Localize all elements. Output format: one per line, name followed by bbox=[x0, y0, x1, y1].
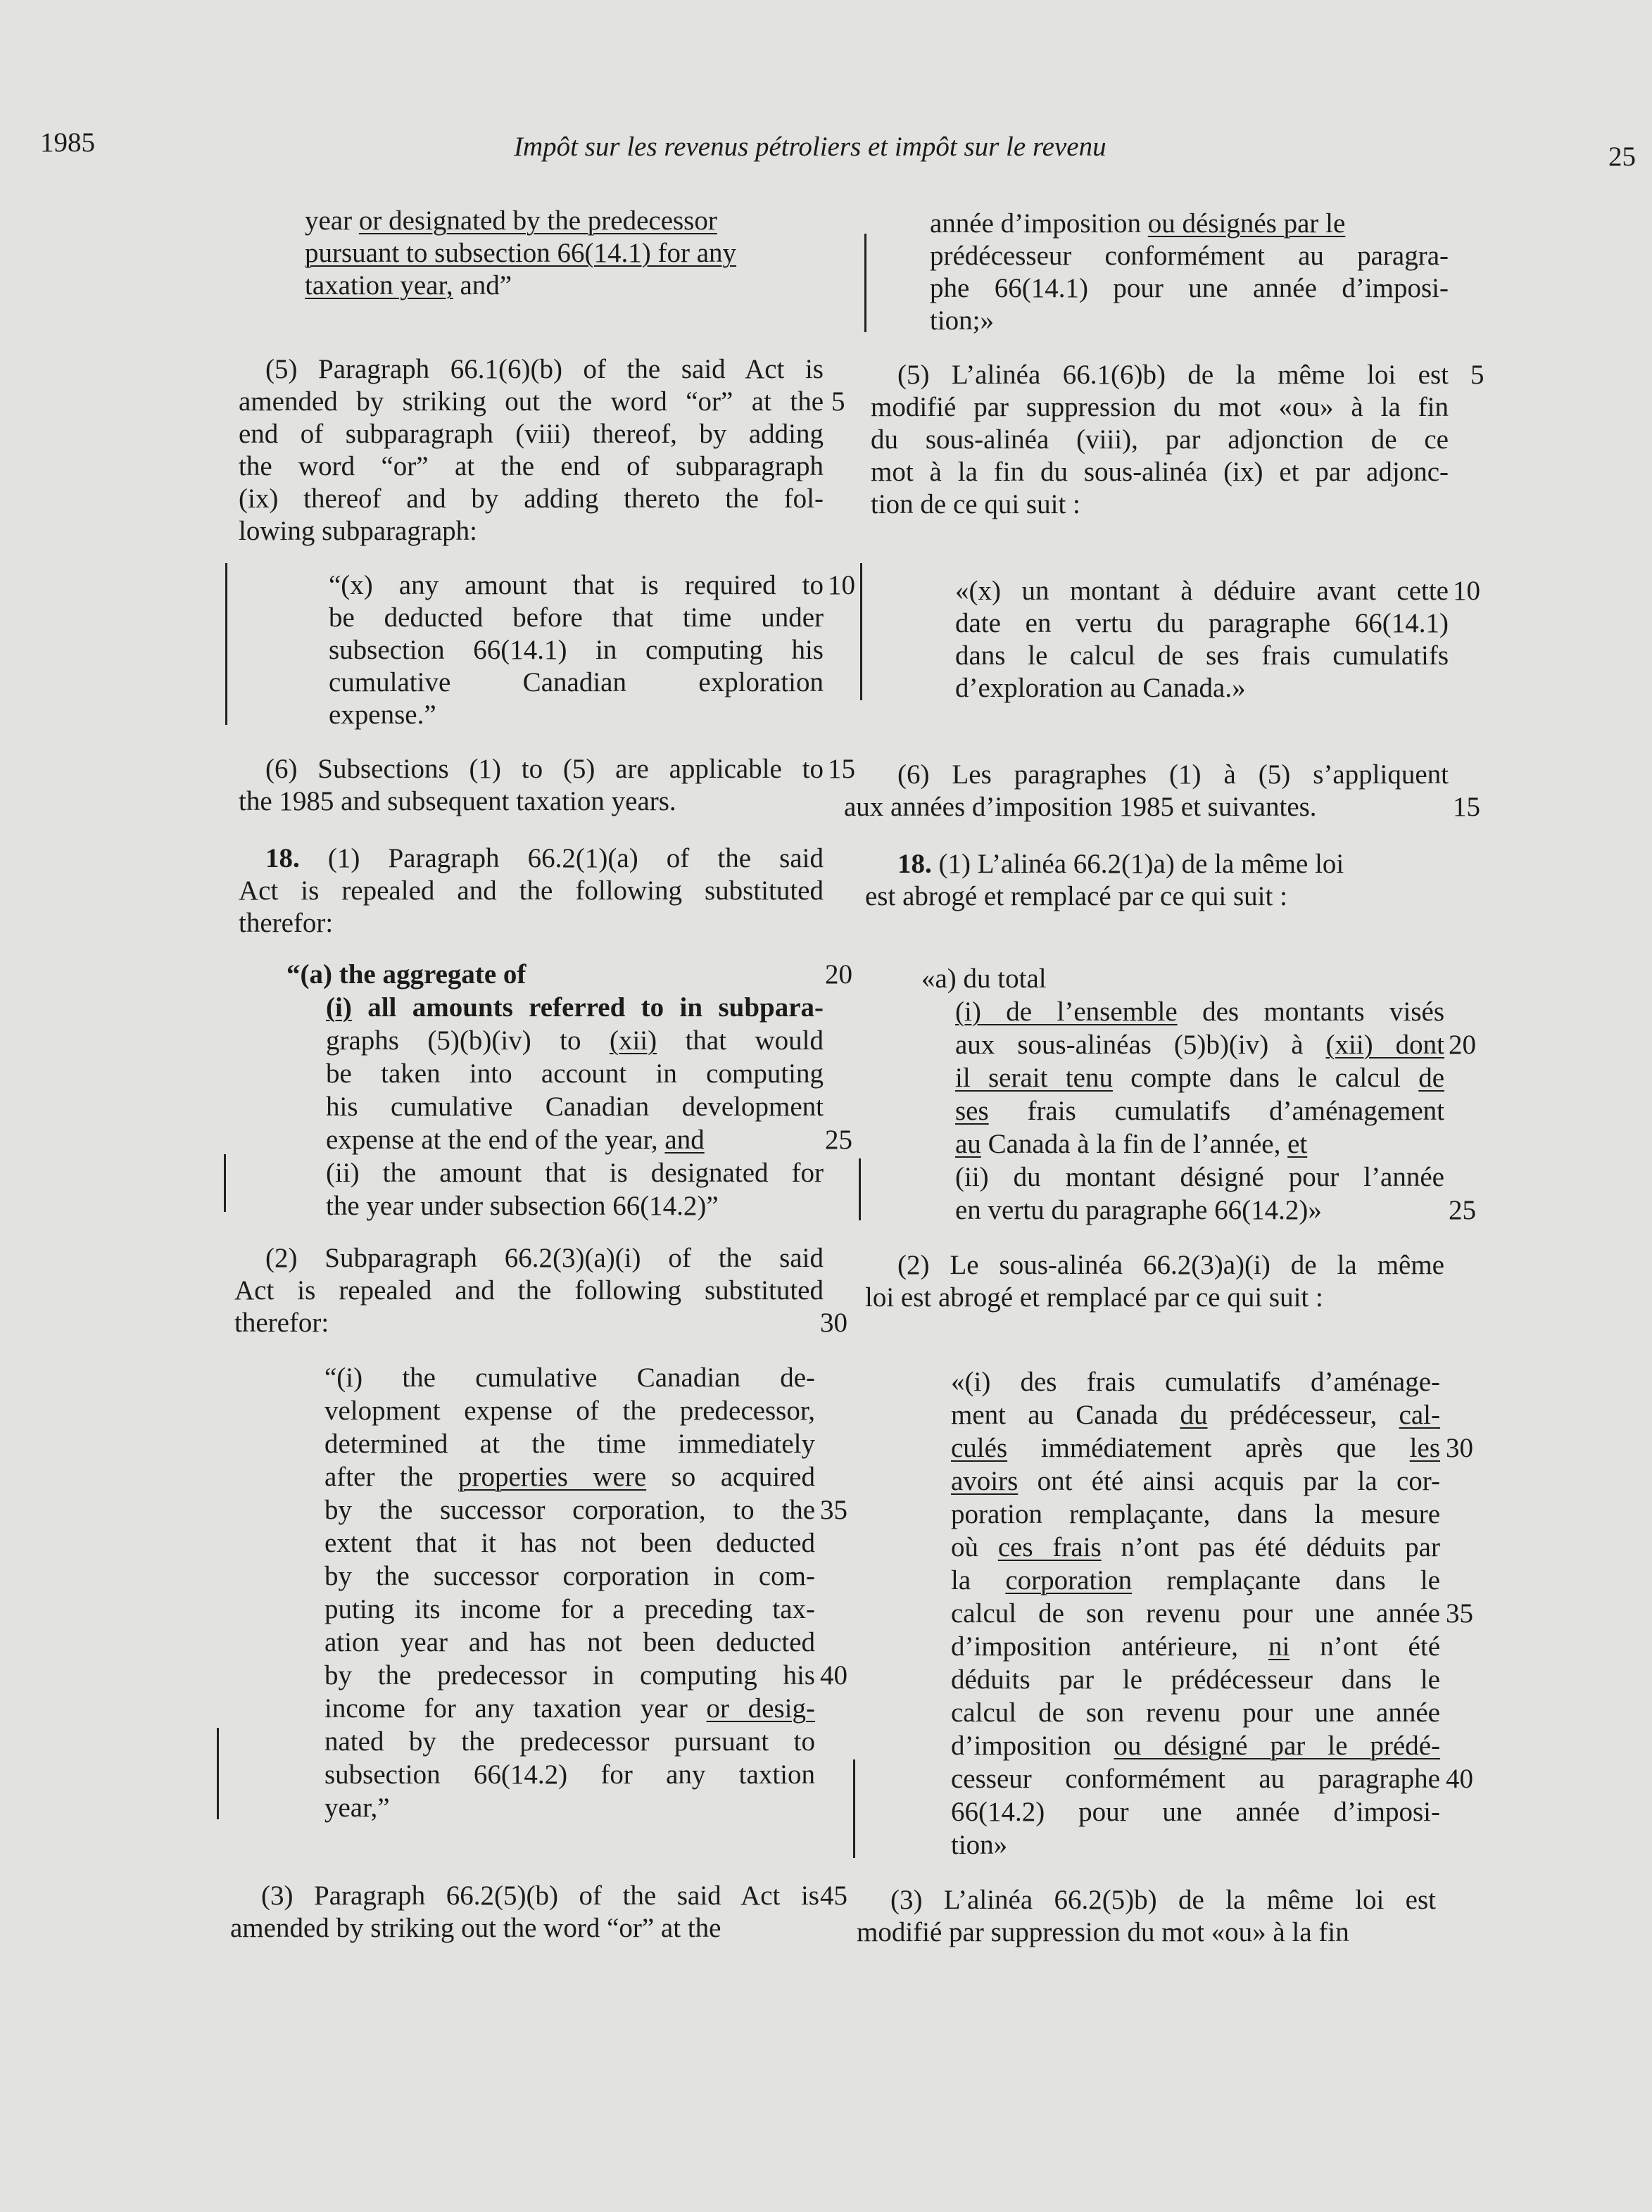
text-line: calcul de son revenu pour une année bbox=[951, 1698, 1440, 1728]
change-bar bbox=[217, 1728, 219, 1819]
text-line: graphs (5)(b)(iv) to (xii) that would bbox=[326, 1025, 824, 1056]
text-line: end of subparagraph (viii) thereof, by adding bbox=[239, 419, 824, 449]
change-bar bbox=[860, 563, 862, 700]
text-line: tion de ce qui suit : bbox=[871, 489, 1080, 519]
header-year: 1985 bbox=[40, 127, 95, 158]
change-bar bbox=[853, 1759, 855, 1858]
line-number: 35 bbox=[820, 1495, 847, 1525]
text-line: cumulative Canadian exploration bbox=[329, 667, 824, 697]
text-line: after the properties were so acquired bbox=[324, 1462, 815, 1492]
text-line: amended by striking out the word “or” at the bbox=[230, 1913, 721, 1943]
text-line: déduits par le prédécesseur dans le bbox=[951, 1664, 1440, 1695]
text-line: mot à la fin du sous-alinéa (ix) et par adjonc- bbox=[871, 457, 1449, 487]
text-line: modifié par suppression du mot «ou» à la fin bbox=[871, 392, 1449, 422]
text-line: 66(14.2) pour une année d’imposi- bbox=[951, 1797, 1440, 1827]
text-line: phe 66(14.1) pour une année d’imposi- bbox=[930, 273, 1449, 303]
text-line: the 1985 and subsequent taxation years. bbox=[239, 786, 676, 816]
header-title: Impôt sur les revenus pétroliers et impôt sur le revenu bbox=[514, 132, 1106, 162]
text-line: modifié par suppression du mot «ou» à la fin bbox=[857, 1917, 1349, 1947]
line-number: 20 bbox=[1449, 1030, 1476, 1060]
text-line: (ii) du montant désigné pour l’année bbox=[955, 1162, 1444, 1192]
line-number: 40 bbox=[1446, 1764, 1473, 1794]
text-line: où ces frais n’ont pas été déduits par bbox=[951, 1532, 1440, 1562]
text-line: «(i) des frais cumulatifs d’aménage- bbox=[951, 1367, 1440, 1397]
line-number: 5 bbox=[1470, 360, 1484, 390]
text-line: d’imposition ou désigné par le prédé- bbox=[951, 1731, 1441, 1761]
text-line: (6) Subsections (1) to (5) are applicable to bbox=[265, 754, 824, 784]
text-line: culés immédiatement après que les bbox=[951, 1433, 1440, 1463]
line-number: 5 bbox=[831, 386, 845, 417]
text-line: Act is repealed and the following substituted bbox=[239, 876, 824, 906]
text-line: est abrogé et remplacé par ce qui suit : bbox=[865, 881, 1287, 911]
text-line: (i) all amounts referred to in subpara- bbox=[326, 992, 824, 1023]
text-line: prédécesseur conformément au paragra- bbox=[930, 241, 1449, 271]
text-line: the word “or” at the end of subparagraph bbox=[239, 451, 824, 481]
line-number: 35 bbox=[1446, 1598, 1473, 1629]
text-line: extent that it has not been deducted bbox=[324, 1528, 815, 1558]
text-line: (2) Subparagraph 66.2(3)(a)(i) of the said bbox=[265, 1243, 824, 1273]
text-line: nated by the predecessor pursuant to bbox=[324, 1726, 815, 1757]
change-bar bbox=[864, 234, 866, 332]
text-line: expense at the end of the year, and bbox=[326, 1125, 705, 1155]
text-line: subsection 66(14.1) in computing his bbox=[329, 635, 824, 665]
text-line: by the predecessor in computing his bbox=[324, 1660, 815, 1690]
text-line: ses frais cumulatifs d’aménagement bbox=[955, 1096, 1444, 1126]
text-line: ation year and has not been deducted bbox=[324, 1627, 815, 1657]
text-line: “(x) any amount that is required to bbox=[329, 570, 824, 600]
line-number: 45 bbox=[820, 1881, 847, 1911]
text-line: la corporation remplaçante dans le bbox=[951, 1565, 1440, 1595]
text-line: “(a) the aggregate of bbox=[286, 959, 527, 990]
line-number: 30 bbox=[820, 1308, 847, 1338]
text-line: (3) L’alinéa 66.2(5)b) de la même loi est bbox=[890, 1885, 1436, 1915]
line-number: 10 bbox=[828, 570, 855, 600]
change-bar bbox=[225, 563, 227, 725]
line-number: 15 bbox=[828, 754, 855, 784]
line-number: 40 bbox=[820, 1660, 847, 1690]
text-line: puting its income for a preceding tax- bbox=[324, 1594, 815, 1624]
text-line: date en vertu du paragraphe 66(14.1) bbox=[955, 608, 1449, 638]
text-line: year,” bbox=[324, 1793, 390, 1823]
change-bar bbox=[859, 1158, 861, 1220]
text-line: aux sous-alinéas (5)b)(iv) à (xii) dont bbox=[955, 1030, 1444, 1060]
text-line: année d’imposition ou désignés par le bbox=[930, 208, 1346, 239]
page-number: 25 bbox=[1608, 141, 1636, 172]
text-line: pursuant to subsection 66(14.1) for any bbox=[305, 238, 737, 268]
text-line: du sous-alinéa (viii), par adjonction de ce bbox=[871, 424, 1449, 455]
text-line: en vertu du paragraphe 66(14.2)» bbox=[955, 1195, 1322, 1225]
line-number: 25 bbox=[1449, 1195, 1476, 1225]
text-line: (5) L’alinéa 66.1(6)b) de la même loi est bbox=[897, 360, 1449, 390]
text-line: lowing subparagraph: bbox=[239, 516, 478, 546]
text-line: d’exploration au Canada.» bbox=[955, 673, 1246, 703]
change-bar bbox=[224, 1154, 226, 1212]
text-line: (ix) thereof and by adding thereto the fol- bbox=[239, 484, 824, 514]
text-line: velopment expense of the predecessor, bbox=[324, 1396, 815, 1426]
text-line: income for any taxation year or desig- bbox=[324, 1693, 815, 1724]
text-line: (6) Les paragraphes (1) à (5) s’appliquent bbox=[897, 759, 1449, 790]
text-line: il serait tenu compte dans le calcul de bbox=[955, 1063, 1444, 1093]
text-line: (5) Paragraph 66.1(6)(b) of the said Act is bbox=[265, 354, 824, 384]
text-line: Act is repealed and the following substituted bbox=[234, 1275, 824, 1306]
text-line: 18. (1) Paragraph 66.2(1)(a) of the said bbox=[265, 843, 824, 873]
text-line: the year under subsection 66(14.2)” bbox=[326, 1191, 719, 1221]
line-number: 15 bbox=[1453, 792, 1480, 822]
text-line: (i) de l’ensemble des montants visés bbox=[955, 997, 1444, 1027]
text-line: tion» bbox=[951, 1830, 1008, 1860]
text-line: poration remplaçante, dans la mesure bbox=[951, 1499, 1440, 1529]
text-line: au Canada à la fin de l’année, et bbox=[955, 1129, 1308, 1159]
text-line: amended by striking out the word “or” at the bbox=[239, 386, 824, 417]
line-number: 30 bbox=[1446, 1433, 1473, 1463]
text-line: therefor: bbox=[239, 908, 334, 938]
text-line: aux années d’imposition 1985 et suivantes. bbox=[844, 792, 1317, 822]
text-line: (3) Paragraph 66.2(5)(b) of the said Act is bbox=[261, 1881, 819, 1911]
text-line: cesseur conformément au paragraphe bbox=[951, 1764, 1440, 1794]
text-line: (2) Le sous-alinéa 66.2(3)a)(i) de la même bbox=[897, 1250, 1444, 1280]
text-line: «(x) un montant à déduire avant cette bbox=[955, 576, 1449, 606]
text-line: be deducted before that time under bbox=[329, 602, 824, 633]
text-line: by the successor corporation, to the bbox=[324, 1495, 815, 1525]
text-line: (ii) the amount that is designated for bbox=[326, 1158, 824, 1188]
text-line: his cumulative Canadian development bbox=[326, 1092, 824, 1122]
line-number: 10 bbox=[1453, 576, 1480, 606]
text-line: year or designated by the predecessor bbox=[305, 206, 717, 236]
text-line: “(i) the cumulative Canadian de- bbox=[324, 1363, 815, 1393]
line-number: 25 bbox=[825, 1125, 852, 1155]
text-line: expense.” bbox=[329, 700, 436, 730]
text-line: calcul de son revenu pour une année bbox=[951, 1598, 1440, 1629]
text-line: subsection 66(14.2) for any taxtion bbox=[324, 1759, 815, 1790]
text-line: by the successor corporation in com- bbox=[324, 1561, 815, 1591]
text-line: dans le calcul de ses frais cumulatifs bbox=[955, 640, 1449, 671]
text-line: 18. (1) L’alinéa 66.2(1)a) de la même loi bbox=[897, 849, 1344, 879]
text-line: ment au Canada du prédécesseur, cal- bbox=[951, 1400, 1440, 1430]
text-line: «a) du total bbox=[921, 963, 1047, 994]
line-number: 20 bbox=[825, 959, 852, 990]
text-line: therefor: bbox=[234, 1308, 329, 1338]
text-line: avoirs ont été ainsi acquis par la cor- bbox=[951, 1466, 1440, 1496]
text-line: d’imposition antérieure, ni n’ont été bbox=[951, 1631, 1441, 1662]
text-line: loi est abrogé et remplacé par ce qui suit : bbox=[865, 1282, 1323, 1313]
text-line: tion;» bbox=[930, 305, 995, 336]
text-line: be taken into account in computing bbox=[326, 1058, 824, 1089]
text-line: determined at the time immediately bbox=[324, 1429, 815, 1459]
text-line: taxation year, and” bbox=[305, 270, 512, 301]
